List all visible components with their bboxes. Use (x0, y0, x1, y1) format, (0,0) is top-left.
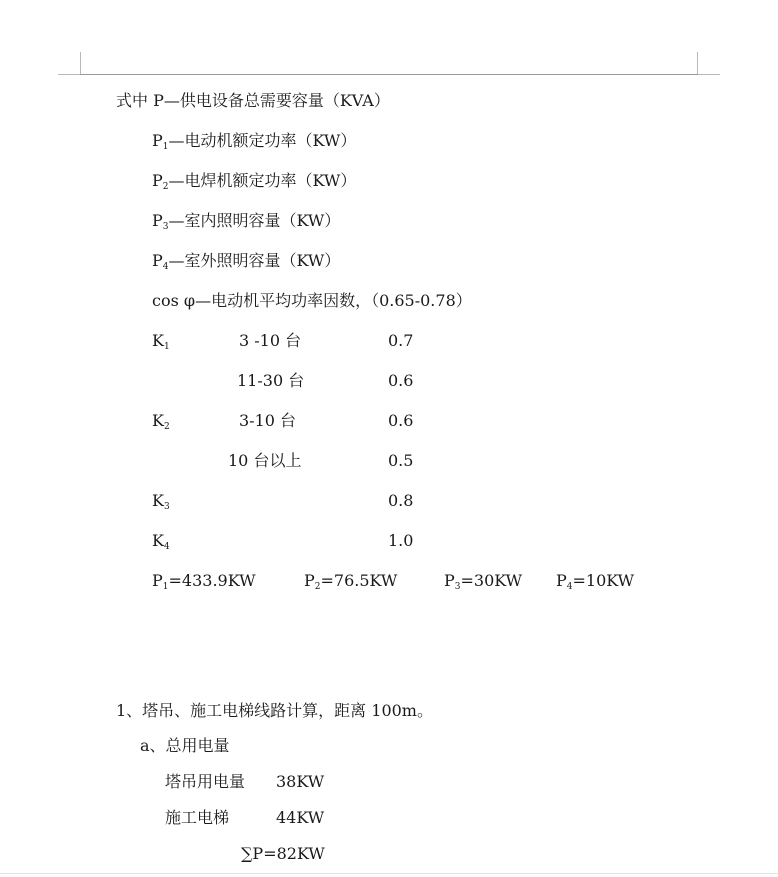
subscript: 1 (163, 342, 170, 352)
power-p1 (152, 571, 256, 591)
subscript: 3 (163, 502, 170, 512)
power-value: =76.5KW (320, 571, 398, 590)
k1-label (152, 331, 170, 351)
page-bottom-edge (0, 873, 778, 874)
k4-value: 1.0 (388, 531, 414, 550)
power-p2 (304, 571, 397, 591)
definition-text: —电动机额定功率（KW） (168, 131, 357, 150)
symbol-p: P (152, 251, 163, 270)
definition-p4 (152, 251, 340, 271)
subscript: 2 (314, 582, 321, 592)
crop-mark-top-right-v (697, 52, 698, 74)
k1-range-a: 3 -10 台 (239, 331, 302, 350)
subscript: 3 (162, 222, 169, 232)
elevator-value: 44KW (276, 808, 325, 827)
subscript: 4 (566, 582, 573, 592)
definition-cos: cos φ—电动机平均功率因数，（0.65-0.78） (152, 291, 472, 310)
power-value: =433.9KW (168, 571, 256, 590)
definition-text: —电焊机额定功率（KW） (168, 171, 357, 190)
definition-text: —室内照明容量（KW） (168, 211, 341, 230)
symbol-p: P (556, 571, 567, 590)
subsection-a: a、总用电量 (140, 736, 230, 755)
symbol-p: P (152, 171, 163, 190)
power-p3 (444, 571, 522, 591)
subscript: 4 (162, 262, 169, 272)
k2-label (152, 411, 170, 431)
k2-value-a: 0.6 (388, 411, 414, 430)
symbol-k: K (152, 531, 164, 550)
crop-mark-top-right-h (697, 74, 720, 75)
subscript: 2 (162, 182, 169, 192)
symbol-p: P (444, 571, 455, 590)
subscript: 1 (162, 142, 169, 152)
subscript: 2 (163, 422, 170, 432)
power-p4 (556, 571, 634, 591)
tower-crane-label: 塔吊用电量 (165, 772, 246, 791)
k1-value-b: 0.6 (388, 371, 414, 390)
symbol-p: P (304, 571, 315, 590)
power-value: =30KW (460, 571, 523, 590)
header-rule (80, 74, 698, 75)
section-heading: 1、塔吊、施工电梯线路计算，距离 100m。 (116, 701, 433, 720)
subscript: 3 (454, 582, 461, 592)
symbol-k: K (152, 331, 164, 350)
tower-crane-value: 38KW (276, 772, 325, 791)
k4-label (152, 531, 170, 551)
power-value: =10KW (572, 571, 635, 590)
definition-intro: 式中 P—供电设备总需要容量（KVA） (116, 91, 390, 110)
definition-text: —室外照明容量（KW） (168, 251, 341, 270)
k3-label (152, 491, 170, 511)
k2-value-b: 0.5 (388, 451, 414, 470)
symbol-p: P (152, 131, 163, 150)
k1-range-b: 11-30 台 (237, 371, 305, 390)
crop-mark-top-left-v (80, 52, 81, 74)
k2-range-a: 3-10 台 (239, 411, 297, 430)
symbol-p: P (152, 211, 163, 230)
k1-value-a: 0.7 (388, 331, 414, 350)
crop-mark-top-left-h (58, 74, 81, 75)
subscript: 1 (162, 582, 169, 592)
definition-p1 (152, 131, 356, 151)
elevator-label: 施工电梯 (165, 808, 230, 827)
total-power: ∑P=82KW (241, 844, 325, 863)
symbol-k: K (152, 411, 164, 430)
definition-p3 (152, 211, 340, 231)
symbol-p: P (152, 571, 163, 590)
symbol-k: K (152, 491, 164, 510)
k2-range-b: 10 台以上 (228, 451, 302, 470)
k3-value: 0.8 (388, 491, 414, 510)
definition-p2 (152, 171, 356, 191)
subscript: 4 (163, 542, 170, 552)
